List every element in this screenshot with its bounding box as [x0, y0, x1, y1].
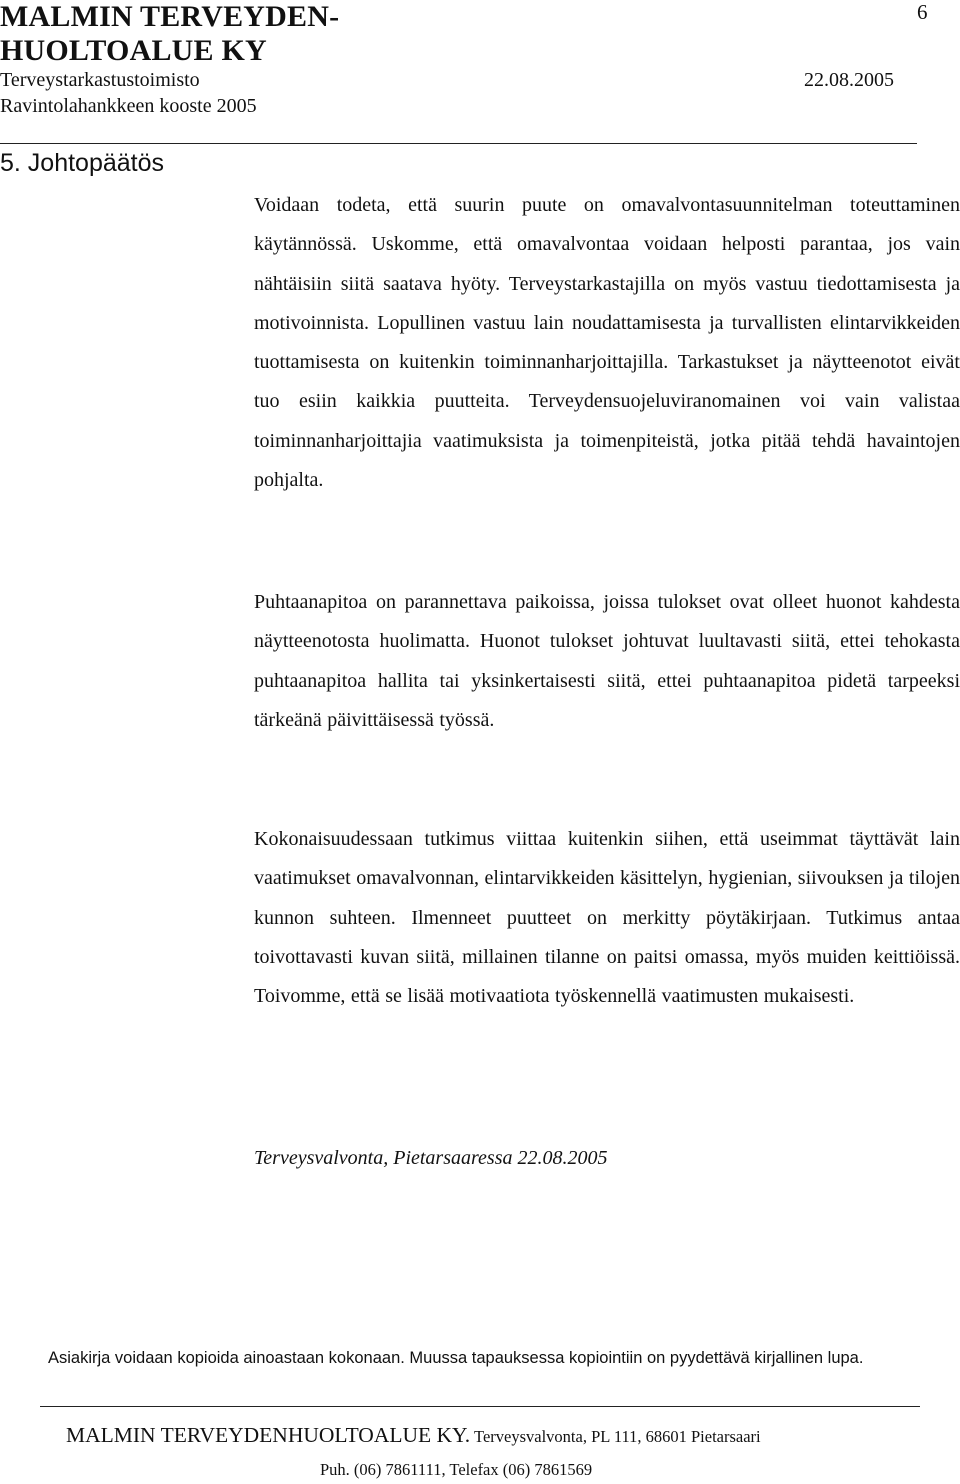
section-heading: 5. Johtopäätös	[0, 149, 165, 177]
document-date: 22.08.2005	[804, 69, 894, 91]
footer-divider	[40, 1406, 920, 1407]
organization-name-line-1: MALMIN TERVEYDEN-	[0, 0, 340, 33]
organization-name	[0, 0, 339, 68]
paragraph-conclusion-3: Kokonaisuudessaan tutkimus viittaa kuitenkin siihen, että useimmat täyttävät lain vaatimukset omavalvonnan, elintarvikkeiden käsittelyn, hygienian, siivouksen ja tilojen kunnon suhteen. Ilmenneet puutteet on merkitty pöytäkirjaan. Tutkimus antaa toivottavasti kuvan siitä, millainen tilanne on paitsi omassa, myös muiden keittiöissä. Toivomme, että se lisää motivaatiota työskennellä vaatimusten mukaisesti.	[254, 828, 960, 1008]
header-divider	[0, 143, 917, 144]
paragraph-conclusion-2: Puhtaanapitoa on parannettava paikoissa, joissa tulokset ovat olleet huonot kahdesta näytteenotosta huolimatta. Huonot tulokset johtuvat luultavasti siitä, ettei tehokasta puhtaanapitoa hallita tai yksinkertaisesti siitä, ettei puhtaanapitoa pidetä tarpeeksi tärkeänä päivittäisessä työssä.	[254, 591, 960, 731]
footer-address	[66, 1417, 761, 1456]
closing-signature: Terveysvalvonta, Pietarsaaressa 22.08.2005	[254, 1147, 608, 1169]
organization-name-line-2: HUOLTOALUE KY	[0, 34, 267, 67]
copy-notice: Asiakirja voidaan kopioida ainoastaan kokonaan. Muussa tapauksessa kopiointiin on pyydettävä kirjallinen lupa.	[48, 1349, 864, 1367]
page-number: 6	[917, 0, 928, 24]
department-name: Terveystarkastustoimisto	[0, 69, 200, 91]
paragraph-conclusion-1: Voidaan todeta, että suurin puute on omavalvontasuunnitelman toteuttaminen käytännössä. Uskomme, että omavalvontaa voidaan helposti parantaa, jos vain nähtäisiin siitä saatava hyöty. Terveystarkastajilla on myös vastuu tiedottamisesta ja motivoinnista. Lopullinen vastuu lain noudattamisesta ja turvallisten elintarvikkeiden tuottamisesta on kuitenkin toiminnanharjoittajilla. Tarkastukset ja näytteenotot eivät tuo esiin kaikkia puutteita. Terveydensuojeluviranomainen voi vain valistaa toiminnanharjoittajia vaatimuksista ja toimenpiteistä, jotka pitää tehdä havaintojen pohjalta.	[254, 194, 960, 492]
footer-contact-address: Terveysvalvonta, PL 111, 68601 Pietarsaari	[470, 1427, 761, 1446]
footer-phone: Puh. (06) 7861111, Telefax (06) 7861569	[320, 1460, 593, 1479]
document-title: Ravintolahankkeen kooste 2005	[0, 95, 257, 117]
footer-company-name: MALMIN TERVEYDENHUOLTOALUE KY.	[66, 1423, 471, 1447]
